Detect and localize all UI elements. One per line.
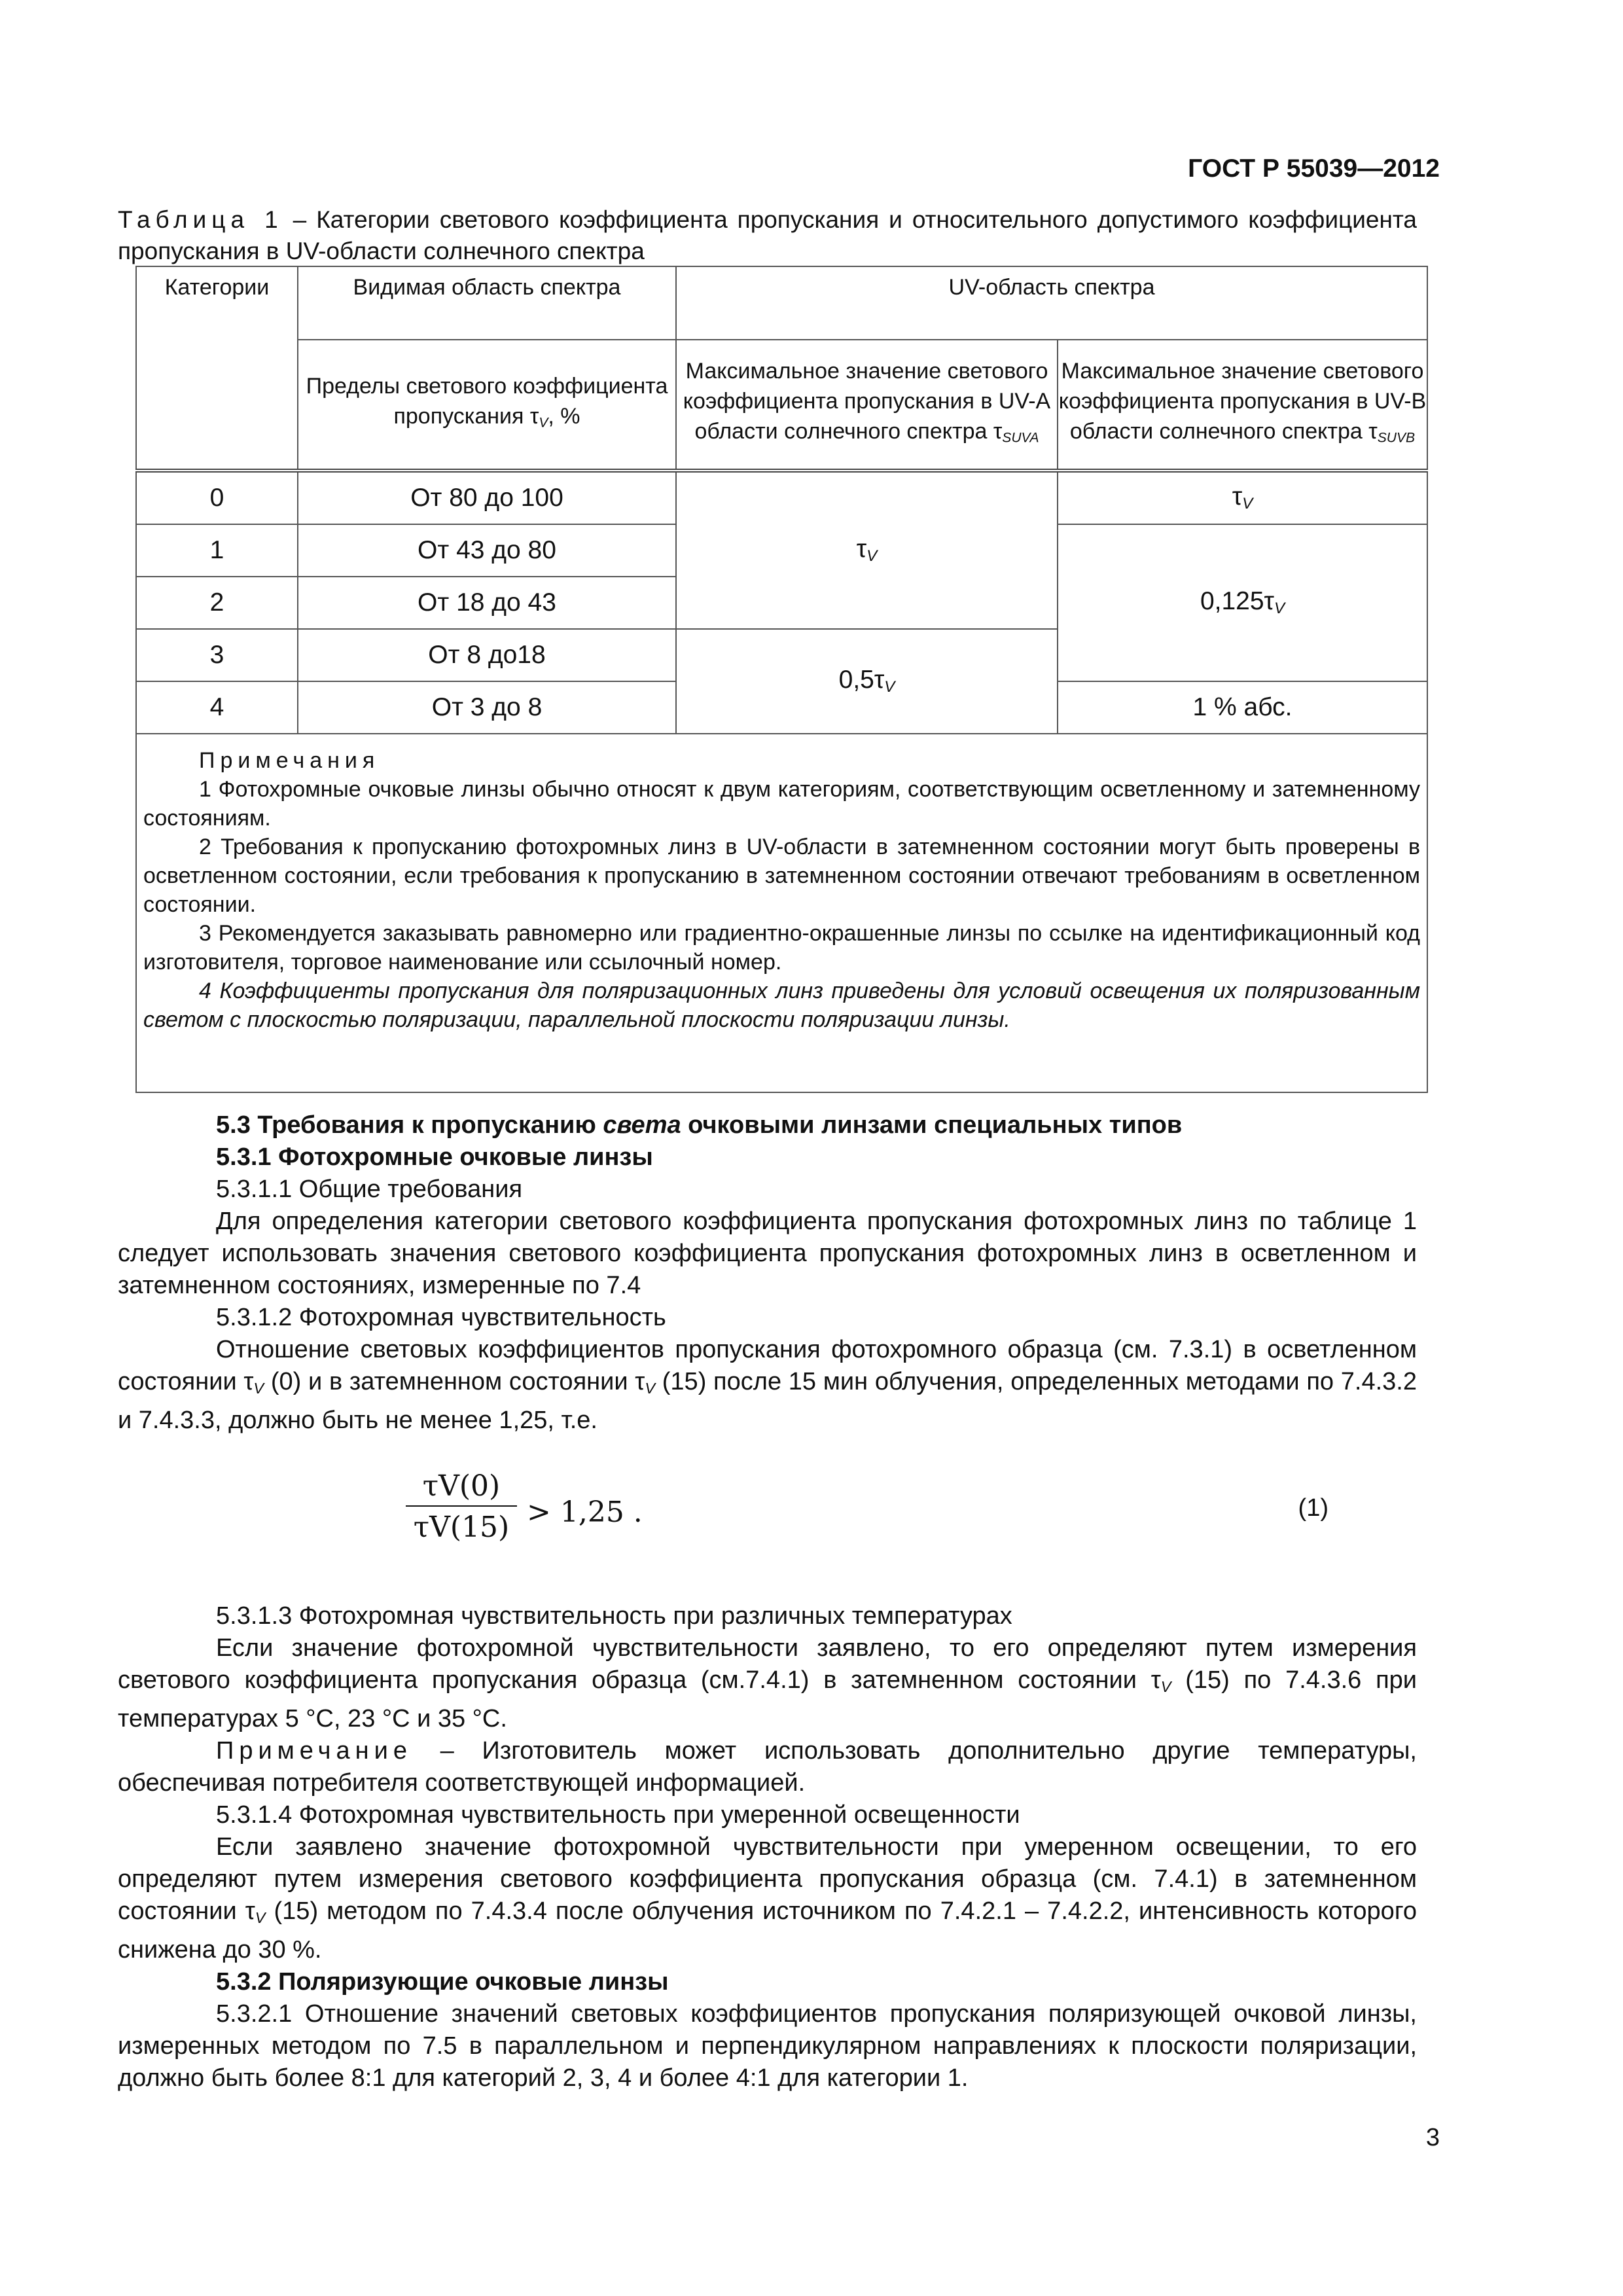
p2-part-b: (0) и в затемненном состоянии τ xyxy=(264,1368,645,1395)
p4-part-a: Если заявлено значение фотохромной чувствительности при умеренном освещении, то его определяют путем измерения светового коэффициента пропускания образца (см. 7.4.1) в затемненном состоянии τ xyxy=(118,1833,1417,1925)
cell-uvb-low: 1 % абс. xyxy=(1058,681,1427,734)
heading-5-3-italic: света xyxy=(603,1111,681,1139)
cell-category: 3 xyxy=(136,629,298,681)
note-1: 1 Фотохромные очковые линзы обычно относят к двум категориям, соответствующим осветленному и затемненному состояниям. xyxy=(143,777,1421,831)
paragraph-general: Для определения категории светового коэффициента пропускания фотохромных линз по таблице 1 следует использовать значения светового коэффициента пропускания фотохромных линз в осветленном и затемненном состояниях, измеренные по 7.4 xyxy=(118,1208,1417,1299)
notes-title: Примечания xyxy=(199,748,380,773)
table-caption xyxy=(118,204,1417,267)
cell-category: 4 xyxy=(136,681,298,734)
section-body-top xyxy=(118,1109,1417,1437)
v-sub: V xyxy=(1274,600,1285,618)
formula-denominator: τV(15) xyxy=(413,1511,510,1544)
page-number: 3 xyxy=(1425,2124,1440,2151)
v-sub: V xyxy=(1242,495,1253,513)
formula-1 xyxy=(406,1469,1355,1554)
v-sub: V xyxy=(866,547,878,565)
paragraph-polarizing: 5.3.2.1 Отношение значений световых коэффициентов пропускания поляризующей очковой линзы, измеренных методом по 7.5 в параллельном и перпендикулярном направлениях к плоскости поляризации, должно быть более 8:1 для категорий 2, 3, 4 и более 4:1 для категории 1. xyxy=(118,2000,1417,2092)
paragraph-sensitivity xyxy=(118,1334,1417,1437)
transmittance-category-table xyxy=(135,266,1428,1093)
table-notes xyxy=(136,734,1427,1092)
v-sub: V xyxy=(255,1909,266,1926)
paragraph-temperatures xyxy=(118,1632,1417,1735)
header-limits-unit: , % xyxy=(548,403,580,429)
cell-range: От 3 до 8 xyxy=(298,681,676,734)
heading-5-3-part-c: очковыми линзами специальных типов xyxy=(681,1111,1183,1139)
heading-5-3-1-2: 5.3.1.2 Фотохромная чувствительность xyxy=(216,1304,666,1331)
header-uva-max xyxy=(676,340,1058,471)
note-4: 4 Коэффициенты пропускания для поляризационных линз приведены для условий освещения их поляризованным светом с плоскостью поляризации, параллельной плоскости поляризации линзы. xyxy=(143,978,1421,1032)
document-header: ГОСТ Р 55039—2012 xyxy=(1188,154,1440,183)
paragraph-note xyxy=(118,1735,1417,1799)
header-visible-spectrum: Видимая область спектра xyxy=(298,266,676,340)
v-sub: V xyxy=(253,1379,264,1397)
header-uv-spectrum: UV-область спектра xyxy=(676,266,1427,340)
paragraph-moderate-light xyxy=(118,1831,1417,1966)
heading-5-3-1-1: 5.3.1.1 Общие требования xyxy=(216,1175,523,1203)
cell-range: От 18 до 43 xyxy=(298,577,676,629)
p2-part-c: (15) после 15 мин облучения, определенных методами по 7.4.3.2 и 7.4.3.3, должно быть не менее 1,25, т.е. xyxy=(118,1368,1417,1434)
section-body-bottom xyxy=(118,1600,1417,2094)
uva-low-value: 0,5τ xyxy=(838,666,885,694)
cell-uva-high xyxy=(676,471,1058,629)
note-2: 2 Требования к пропусканию фотохромных линз в UV-области в затемненном состоянии могут быть проверены в осветленном состоянии, если требования к пропусканию в затемненном состоянии отвечают требованиям в осветленном состоянии. xyxy=(143,834,1421,917)
heading-5-3-1: 5.3.1 Фотохромные очковые линзы xyxy=(216,1143,653,1171)
p4-part-b: (15) методом по 7.4.3.4 после облучения источником по 7.4.2.1 – 7.4.2.2, интенсивность которого снижена до 30 %. xyxy=(118,1897,1417,1964)
cell-category: 0 xyxy=(136,471,298,524)
formula-rhs: > 1,25 . xyxy=(527,1496,643,1529)
cell-uvb-mid xyxy=(1058,524,1427,681)
note-label: Примечание xyxy=(216,1736,412,1765)
heading-5-3 xyxy=(118,1109,1417,1141)
header-uvb-max xyxy=(1058,340,1427,471)
table-caption-text: – Категории светового коэффициента пропускания и относительного допустимого коэффициента пропускания в UV-области солнечного спектра xyxy=(118,206,1418,264)
header-uva-sub: SUVA xyxy=(1002,430,1039,446)
header-uva-text: Максимальное значение светового коэффициента пропускания в UV-A области солнечного спектра τ xyxy=(683,358,1051,444)
note-3: 3 Рекомендуется заказывать равномерно или градиентно-окрашенные линзы по ссылке на идентификационный код изготовителя, торговое наименование или ссылочный номер. xyxy=(143,921,1421,975)
header-limits-sub: V xyxy=(539,415,548,431)
cell-uvb-high xyxy=(1058,471,1427,524)
table-label: Таблица 1 xyxy=(118,206,283,233)
cell-category: 2 xyxy=(136,577,298,629)
header-limits-text: Пределы светового коэффициента пропускания τ xyxy=(306,373,668,429)
p3-part-a: Если значение фотохромной чувствительности заявлено, то его определяют путем измерения светового коэффициента пропускания образца (см.7.4.1) в затемненном состоянии τ xyxy=(118,1634,1417,1694)
v-sub: V xyxy=(884,678,895,696)
heading-5-3-1-4: 5.3.1.4 Фотохромная чувствительность при умеренной освещенности xyxy=(216,1801,1020,1829)
p2-part-a: Отношение световых коэффициентов пропускания фотохромного образца (см. 7.3.1) в осветленном состоянии τ xyxy=(118,1336,1417,1395)
note-text: – Изготовитель может использовать дополнительно другие температуры, обеспечивая потребителя соответствующей информацией. xyxy=(118,1736,1417,1797)
header-uvb-sub: SUVB xyxy=(1377,430,1416,446)
header-limits xyxy=(298,340,676,471)
tau-symbol: τ xyxy=(856,535,867,564)
v-sub: V xyxy=(645,1379,656,1397)
formula-numerator: τV(0) xyxy=(406,1469,517,1507)
uvb-mid-value: 0,125τ xyxy=(1200,587,1274,616)
header-categories: Категории xyxy=(136,266,298,471)
v-sub: V xyxy=(1160,1677,1171,1695)
formula-number: (1) xyxy=(1298,1494,1329,1522)
cell-range: От 43 до 80 xyxy=(298,524,676,577)
cell-range: От 80 до 100 xyxy=(298,471,676,524)
heading-5-3-2: 5.3.2 Поляризующие очковые линзы xyxy=(216,1967,669,1996)
heading-5-3-1-3: 5.3.1.3 Фотохромная чувствительность при различных температурах xyxy=(216,1602,1012,1630)
cell-uva-low xyxy=(676,629,1058,734)
heading-5-3-part-a: 5.3 Требования к пропусканию xyxy=(216,1111,603,1139)
header-uvb-text: Максимальное значение светового коэффициента пропускания в UV-B области солнечного спектра τ xyxy=(1058,358,1427,444)
cell-range: От 8 до18 xyxy=(298,629,676,681)
cell-category: 1 xyxy=(136,524,298,577)
tau-symbol: τ xyxy=(1232,482,1243,511)
p3-part-b: (15) по 7.4.3.6 при температурах 5 °С, 23 °С и 35 °С. xyxy=(118,1666,1418,1732)
formula-fraction xyxy=(406,1469,517,1544)
